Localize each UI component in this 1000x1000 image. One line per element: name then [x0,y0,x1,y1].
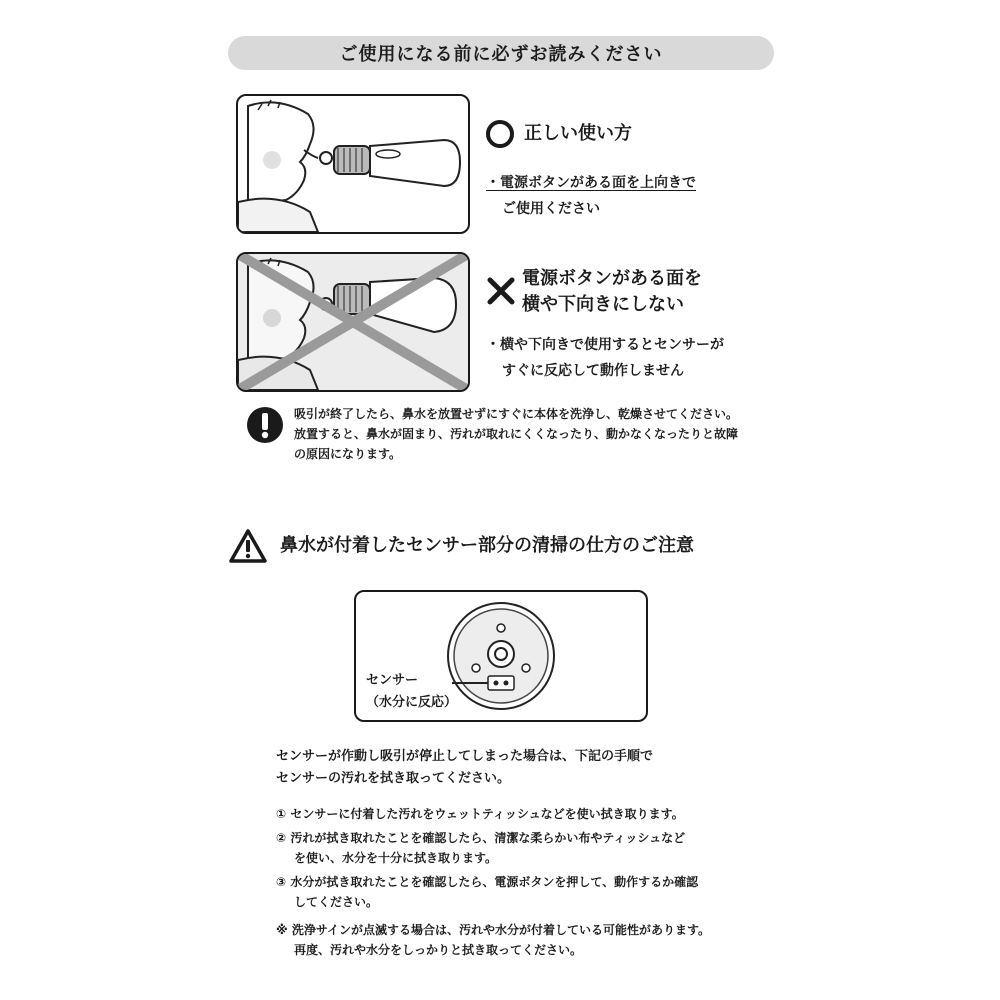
step2-line1: ② 汚れが拭き取れたことを確認したら、清潔な柔らかい布やティッシュなど [276,831,686,845]
correct-heading: 正しい使い方 [524,123,632,144]
incorrect-bullet-line1: ・横や下向きで使用するとセンサーが [486,337,724,353]
warning-triangle-icon [228,528,268,564]
baby-device-sideways-image [238,254,468,390]
sensor-label: センサー [366,673,419,688]
step2-line2: を使い、水分を十分に拭き取ります。 [294,851,498,865]
notice-line2: 放置すると、鼻水が固まり、汚れが取れにくくなったり、動かなくなったりと故障 [294,427,739,441]
banner-title: ご使用になる前に必ずお読みください [339,44,663,65]
instructions-intro-line1: センサーが作動し吸引が停止してしまった場合は、下記の手順で [276,749,654,764]
correct-bullet-line1: ・電源ボタンがある面を上向きで [486,175,696,191]
instructions-intro-line2: センサーの汚れを拭き取ってください。 [276,771,511,786]
correct-bullet-line2: ご使用ください [502,201,600,217]
note-line1: ※ 洗浄サインが点滅する場合は、汚れや水分が付着している可能性があります。 [276,923,711,937]
notice-line3: の原因になります。 [294,447,402,461]
incorrect-usage-illustration [236,252,470,392]
cross-ng-icon [486,276,516,306]
instructions-block [276,746,776,960]
note-line2: 再度、汚れや水分をしっかりと拭き取ってください。 [294,943,583,957]
notice-line1: 吸引が終了したら、鼻水を放置せずにすぐに本体を洗浄し、乾燥させてください。 [294,407,739,421]
notice-block [246,404,786,464]
incorrect-heading-line1: 電源ボタンがある面を [522,268,702,289]
exclamation-icon [246,406,284,444]
circle-ok-icon [486,120,514,148]
header-banner [228,36,774,70]
step3-line1: ③ 水分が拭き取れたことを確認したら、電源ボタンを押して、動作するか確認 [276,875,699,889]
caution-heading [228,528,798,564]
step3-line2: してください。 [294,895,379,909]
incorrect-usage-text [486,266,796,384]
incorrect-heading-line2: 横や下向きにしない [522,294,684,315]
baby-device-upright-image [238,96,468,232]
correct-usage-illustration [236,94,470,234]
sensor-sublabel: （水分に反応） [366,695,458,710]
caution-title: 鼻水が付着したセンサー部分の清掃の仕方のご注意 [280,535,694,556]
step1-text: ① センサーに付着した汚れをウェットティッシュなどを使い拭き取ります。 [276,807,684,821]
correct-usage-text [486,120,786,222]
sensor-diagram [354,590,648,722]
incorrect-bullet-line2: すぐに反応して動作しません [502,363,684,379]
